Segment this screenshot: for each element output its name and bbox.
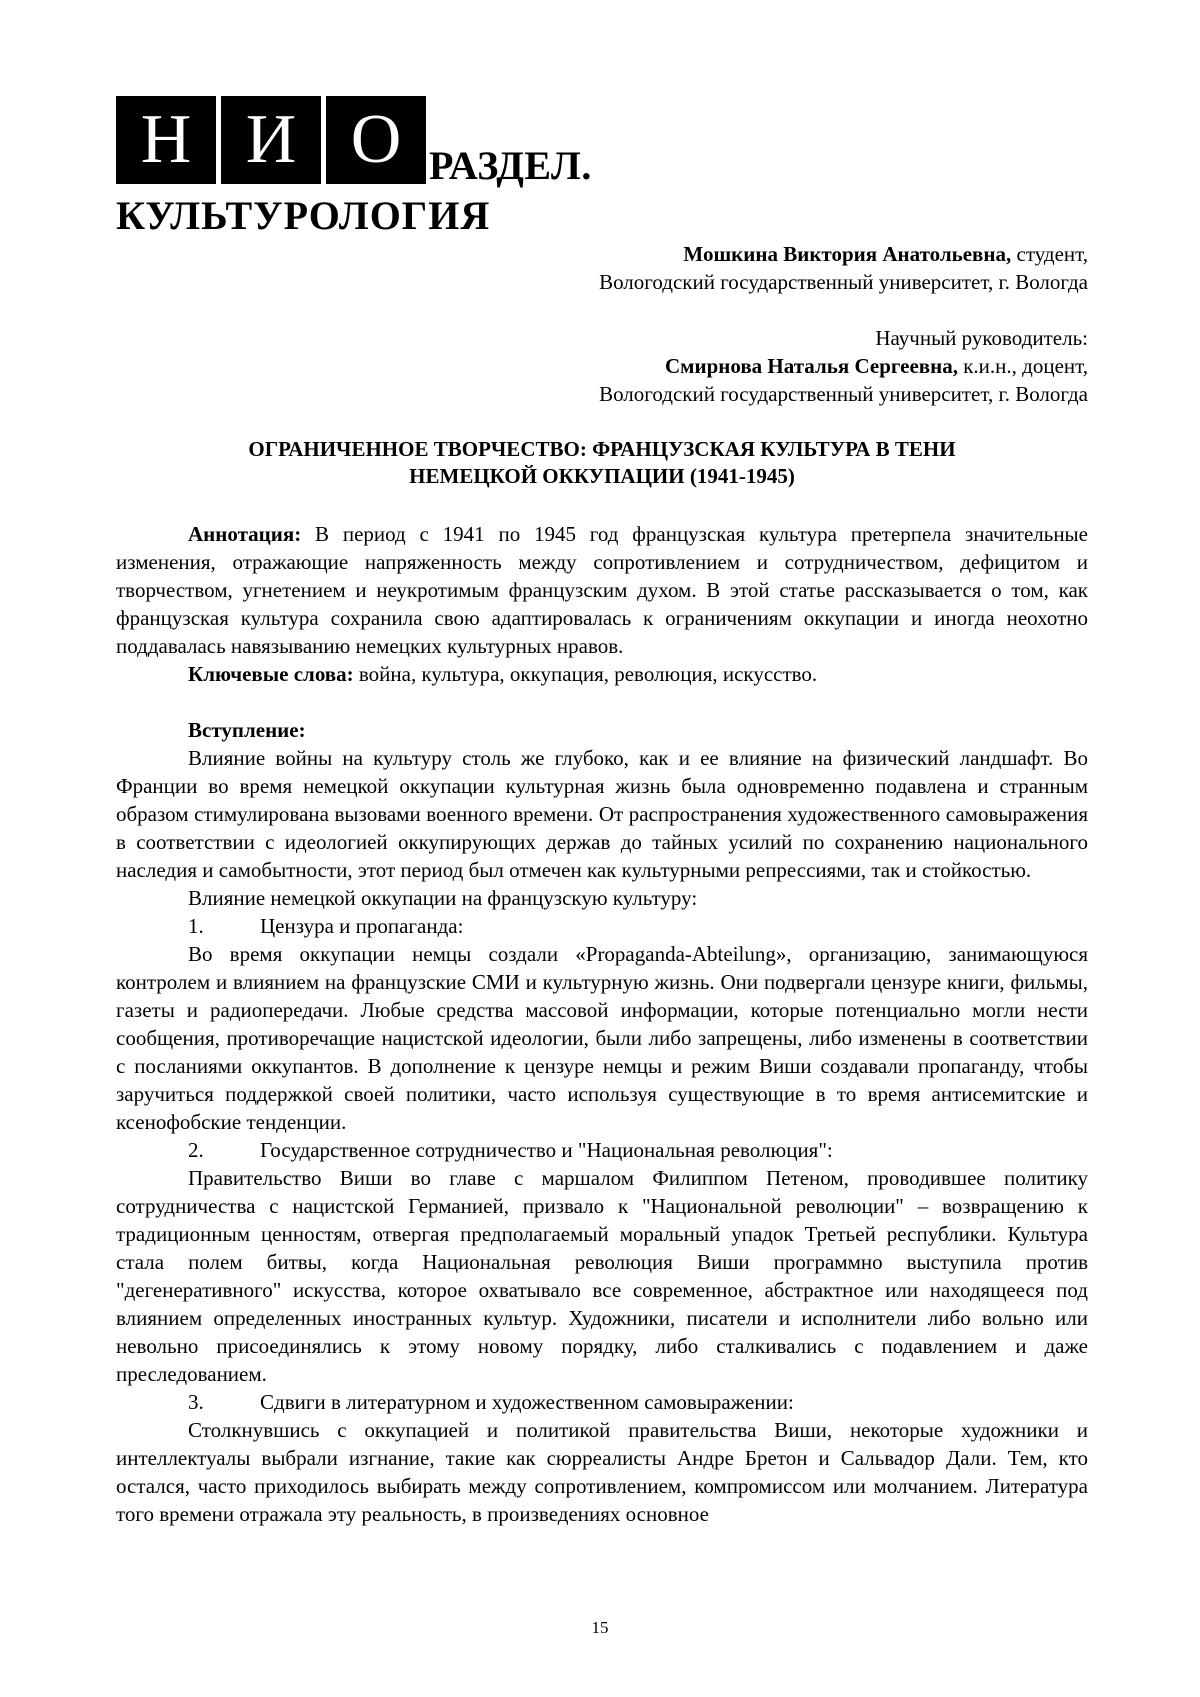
section-heading-text: Цензура и пропаганда: <box>260 914 464 938</box>
keywords-label: Ключевые слова: <box>188 662 354 686</box>
page-number: 15 <box>591 1618 609 1637</box>
section-paragraph: Во время оккупации немцы создали «Propaganda-Abteilung», организацию, занимающуюся контролем и влиянием на французские СМИ и культурную жизнь. Они подвергали цензуре книги, фильмы, газеты и радиопередачи. Любые средства массовой информации, которые потенциально могли нести сообщения, противоречащие нацистской идеологии, были либо запрещены, либо изменены в соответствии с посланиями оккупантов. В дополнение к цензуре немцы и режим Виши создавали пропаганду, чтобы заручиться поддержкой своей политики, часто используя существующие в то время антисемитские и ксенофобские тенденции. <box>116 942 1088 1134</box>
section-paragraph: Правительство Виши во главе с маршалом Филиппом Петеном, проводившее политику сотрудничества с нацистской Германией, призвало к "Национальной революции" – возвращению к традиционным ценностям, отвергая предполагаемый моральный упадок Третьей республики. Культура стала полем битвы, когда Национальная революция Виши программно выступила против "дегенеративного" искусства, которое охватывало все современное, абстрактное или находящееся под влиянием определенных иностранных культур. Художники, писатели и исполнители либо вольно или невольно присоединялись к этому новому порядку, либо сталкивались с подавлением и даже преследованием. <box>116 1166 1088 1386</box>
nio-logo <box>116 96 426 184</box>
section-number: 2. <box>188 1138 204 1162</box>
article-title-line: НЕМЕЦКОЙ ОККУПАЦИИ (1941-1945) <box>409 464 795 488</box>
section-paragraph: Столкнувшись с оккупацией и политикой правительства Виши, некоторые художники и интеллектуалы выбрали изгнание, такие как сюрреалисты Андре Бретон и Сальвадор Дали. Тем, кто остался, часто приходилось выбирать между сопротивлением, компромиссом или молчанием. Литература того времени отражала эту реальность, в произведениях основное <box>116 1418 1088 1526</box>
logo-letter-box: И <box>221 96 321 184</box>
section-heading <box>116 912 1088 940</box>
logo-letter-box: О <box>326 96 426 184</box>
supervisor-label: Научный руководитель: <box>875 326 1088 350</box>
intro-heading-paragraph <box>116 716 1088 744</box>
section-prefix: РАЗДЕЛ. <box>429 143 592 188</box>
article-title-line: ОГРАНИЧЕННОЕ ТВОРЧЕСТВО: ФРАНЦУЗСКАЯ КУЛЬТУРА В ТЕНИ <box>248 437 956 461</box>
section-heading-text: Государственное сотрудничество и "Национальная революция": <box>260 1138 833 1162</box>
section-number: 1. <box>188 914 204 938</box>
section-heading <box>116 1388 1088 1416</box>
supervisor-affiliation: Вологодский государственный университет, г. Вологда <box>599 382 1088 406</box>
abstract-label: Аннотация: <box>188 522 302 546</box>
abstract-paragraph <box>116 520 1088 660</box>
author-name: Мошкина Виктория Анатольевна, <box>683 242 1012 266</box>
logo-letter-box: Н <box>116 96 216 184</box>
article-body <box>116 520 1088 1528</box>
intro-paragraph: Влияние войны на культуру столь же глубоко, как и ее влияние на физический ландшафт. Во Франции во время немецкой оккупации культурная жизнь была одновременно подавлена и странным образом стимулирована вызовами военного времени. От распространения художественного самовыражения в соответствии с идеологией оккупирующих держав до тайных усилий по сохранению национального наследия и самобытности, этот период был отмечен как культурными репрессиями, так и стойкостью. <box>116 746 1088 882</box>
section-number: 3. <box>188 1390 204 1414</box>
section-header <box>116 96 592 188</box>
author-affiliation: Вологодский государственный университет, г. Вологда <box>599 270 1088 294</box>
supervisor-line <box>388 352 1088 380</box>
intro-lead: Влияние немецкой оккупации на французскую культуру: <box>188 886 698 910</box>
supervisor-role: к.и.н., доцент, <box>957 354 1088 378</box>
author-line <box>388 240 1088 268</box>
supervisor-name: Смирнова Наталья Сергеевна, <box>665 354 958 378</box>
abstract-text: В период с 1941 по 1945 год французская культура претерпела значительные изменения, отражающие напряженность между сопротивлением и сотрудничеством, дефицитом и творчеством, угнетением и неукротимым французским духом. В этой статье рассказывается о том, как французская культура сохранила свою адаптировалась к ограничениям оккупации и иногда неохотно поддавалась навязыванию немецких культурных нравов. <box>116 522 1088 658</box>
intro-heading: Вступление: <box>188 718 306 742</box>
author-block <box>388 240 1088 408</box>
section-title: КУЛЬТУРОЛОГИЯ <box>116 193 491 238</box>
article-title <box>116 436 1088 490</box>
author-role: студент, <box>1011 242 1088 266</box>
keywords-text: война, культура, оккупация, революция, искусство. <box>353 662 818 686</box>
section-heading <box>116 1136 1088 1164</box>
keywords-paragraph <box>116 660 1088 688</box>
section-heading-text: Сдвиги в литературном и художественном самовыражении: <box>260 1390 794 1414</box>
